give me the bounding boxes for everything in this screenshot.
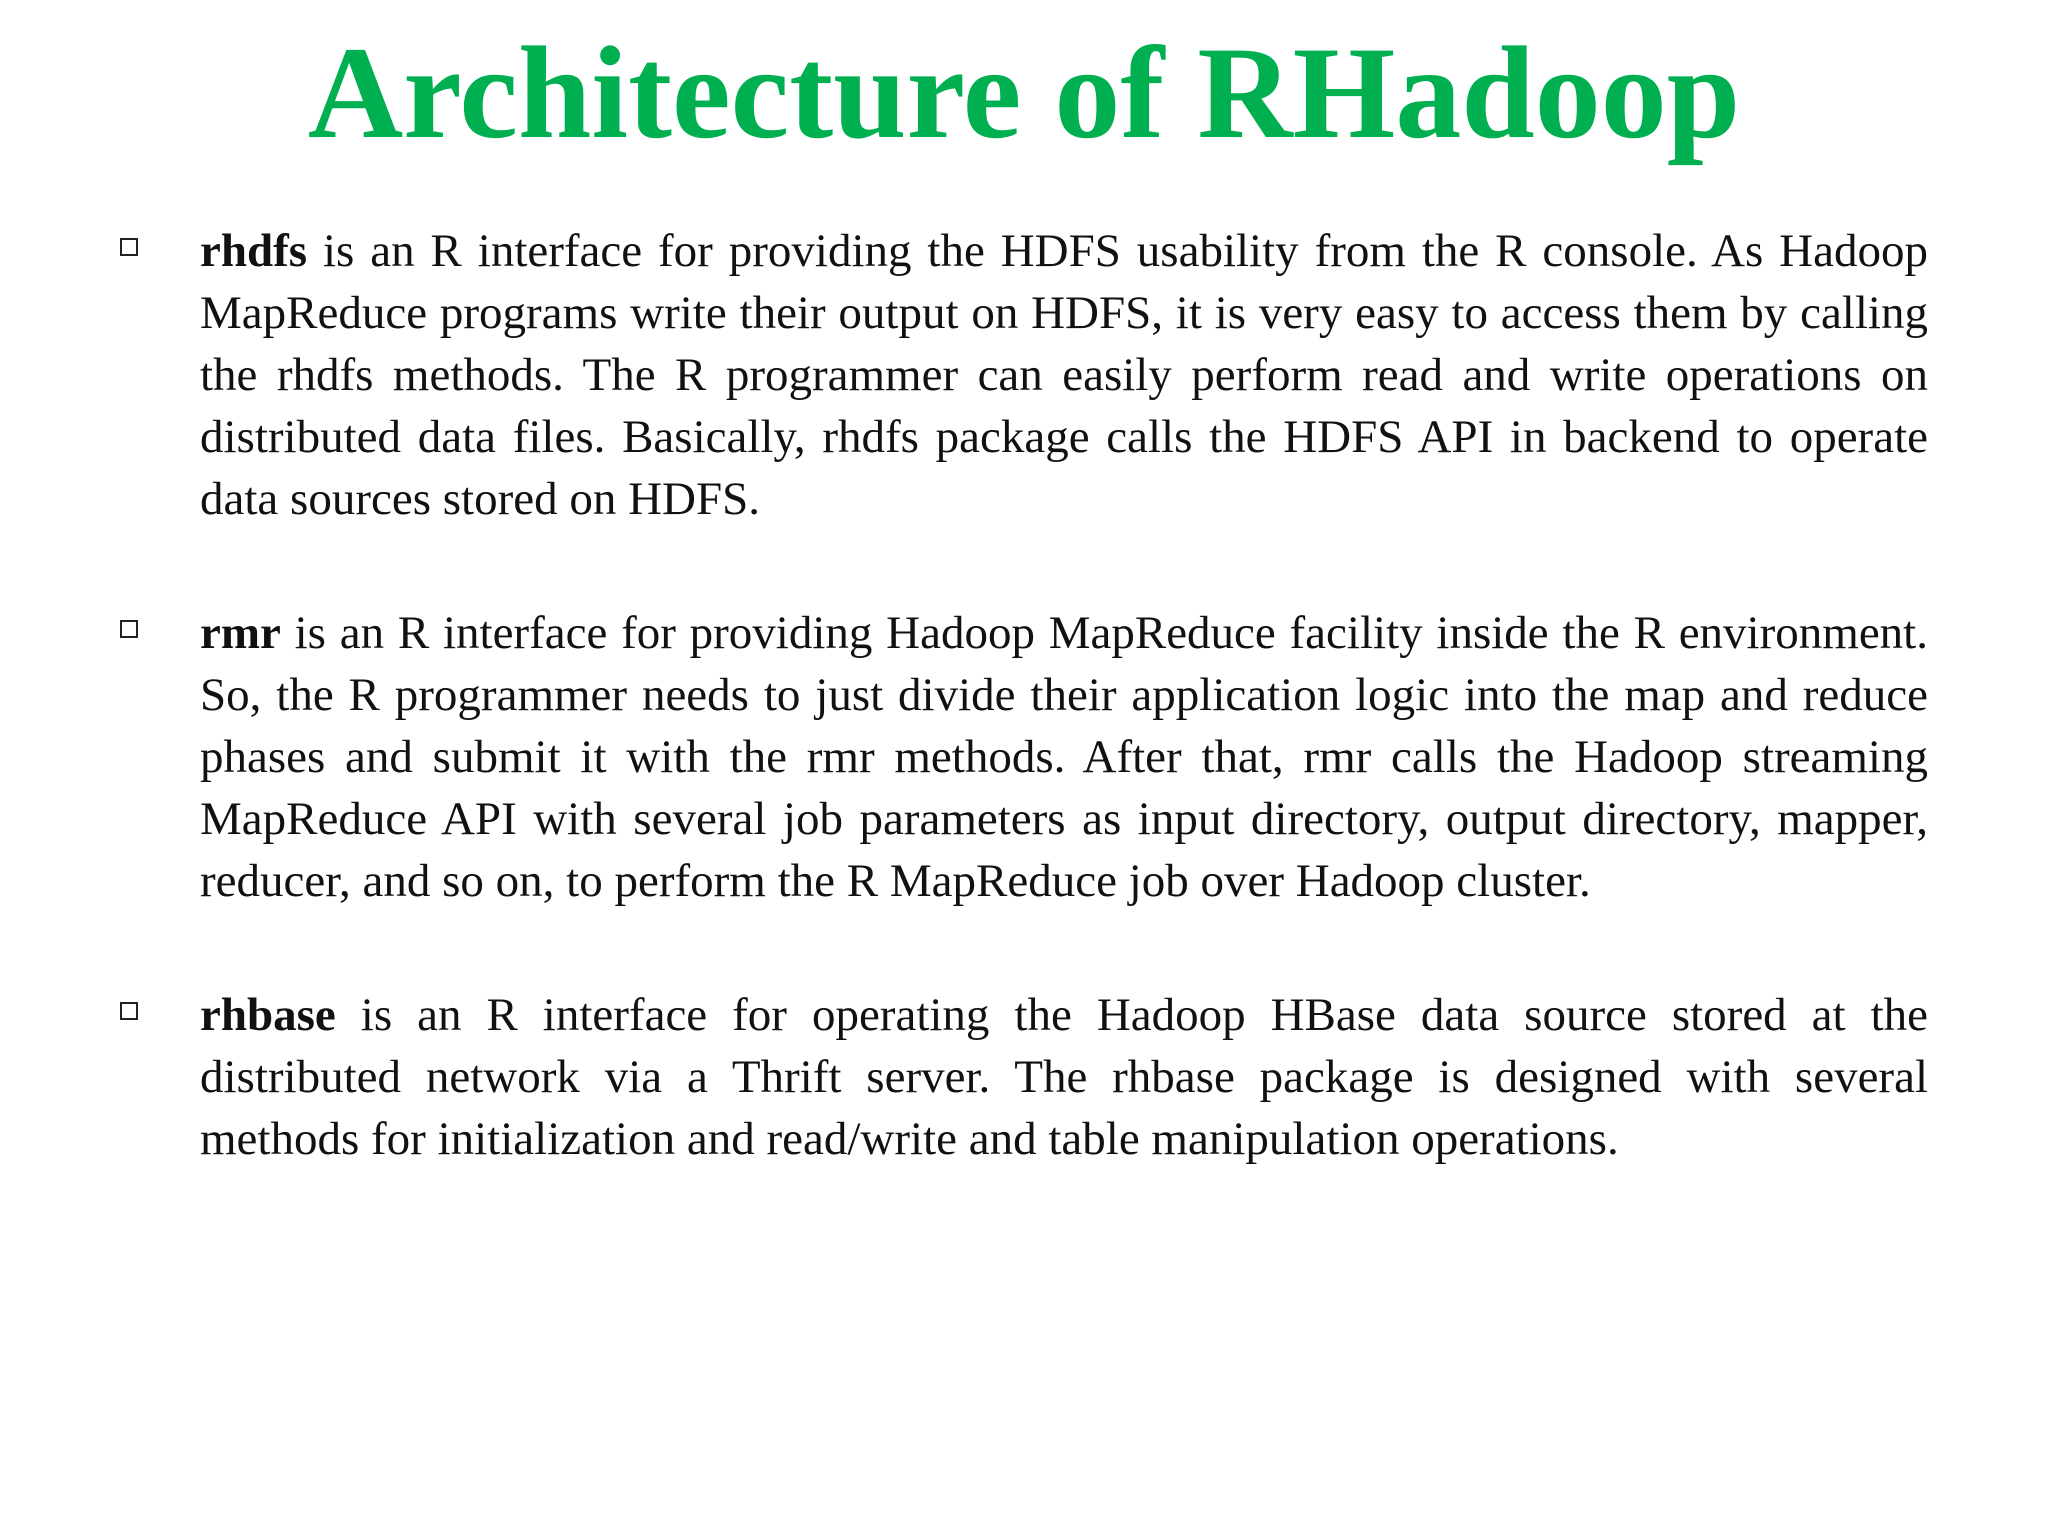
bullet-description: is an R interface for operating the Hadoop HBase data source stored at the distributed network via a Thrift server. The rhbase package is designed with several methods for initialization and read/write and table manipulation operations.: [200, 989, 1928, 1165]
bullet-item-rhdfs: [0, 220, 2048, 530]
square-bullet-icon: [120, 238, 138, 256]
bullet-description: is an R interface for providing the HDFS usability from the R console. As Hadoop MapReduce programs write their output on HDFS, it is very easy to access them by calling the rhdfs methods. The R programmer can easily perform read and write operations on distributed data files. Basically, rhdfs package calls the HDFS API in backend to operate data sources stored on HDFS.: [200, 225, 1928, 525]
bullet-text: [200, 220, 1928, 530]
bullet-description: is an R interface for providing Hadoop MapReduce facility inside the R environment. So, the R programmer needs to just divide their application logic into the map and reduce phases and submit it with the rmr methods. After that, rmr calls the Hadoop streaming MapReduce API with several job parameters as input directory, output directory, mapper, reducer, and so on, to perform the R MapReduce job over Hadoop cluster.: [200, 607, 1928, 907]
bullet-term: rhdfs: [200, 225, 308, 277]
bullet-text: [200, 602, 1928, 912]
bullet-term: rmr: [200, 607, 281, 659]
slide-title: Architecture of RHadoop: [307, 19, 1741, 166]
bullet-term: rhbase: [200, 989, 336, 1041]
bullet-text: [200, 984, 1928, 1170]
square-bullet-icon: [120, 1002, 138, 1020]
bullet-item-rmr: [0, 602, 2048, 912]
bullet-item-rhbase: [0, 984, 2048, 1170]
bullet-list: [0, 220, 2048, 1242]
square-bullet-icon: [120, 620, 138, 638]
